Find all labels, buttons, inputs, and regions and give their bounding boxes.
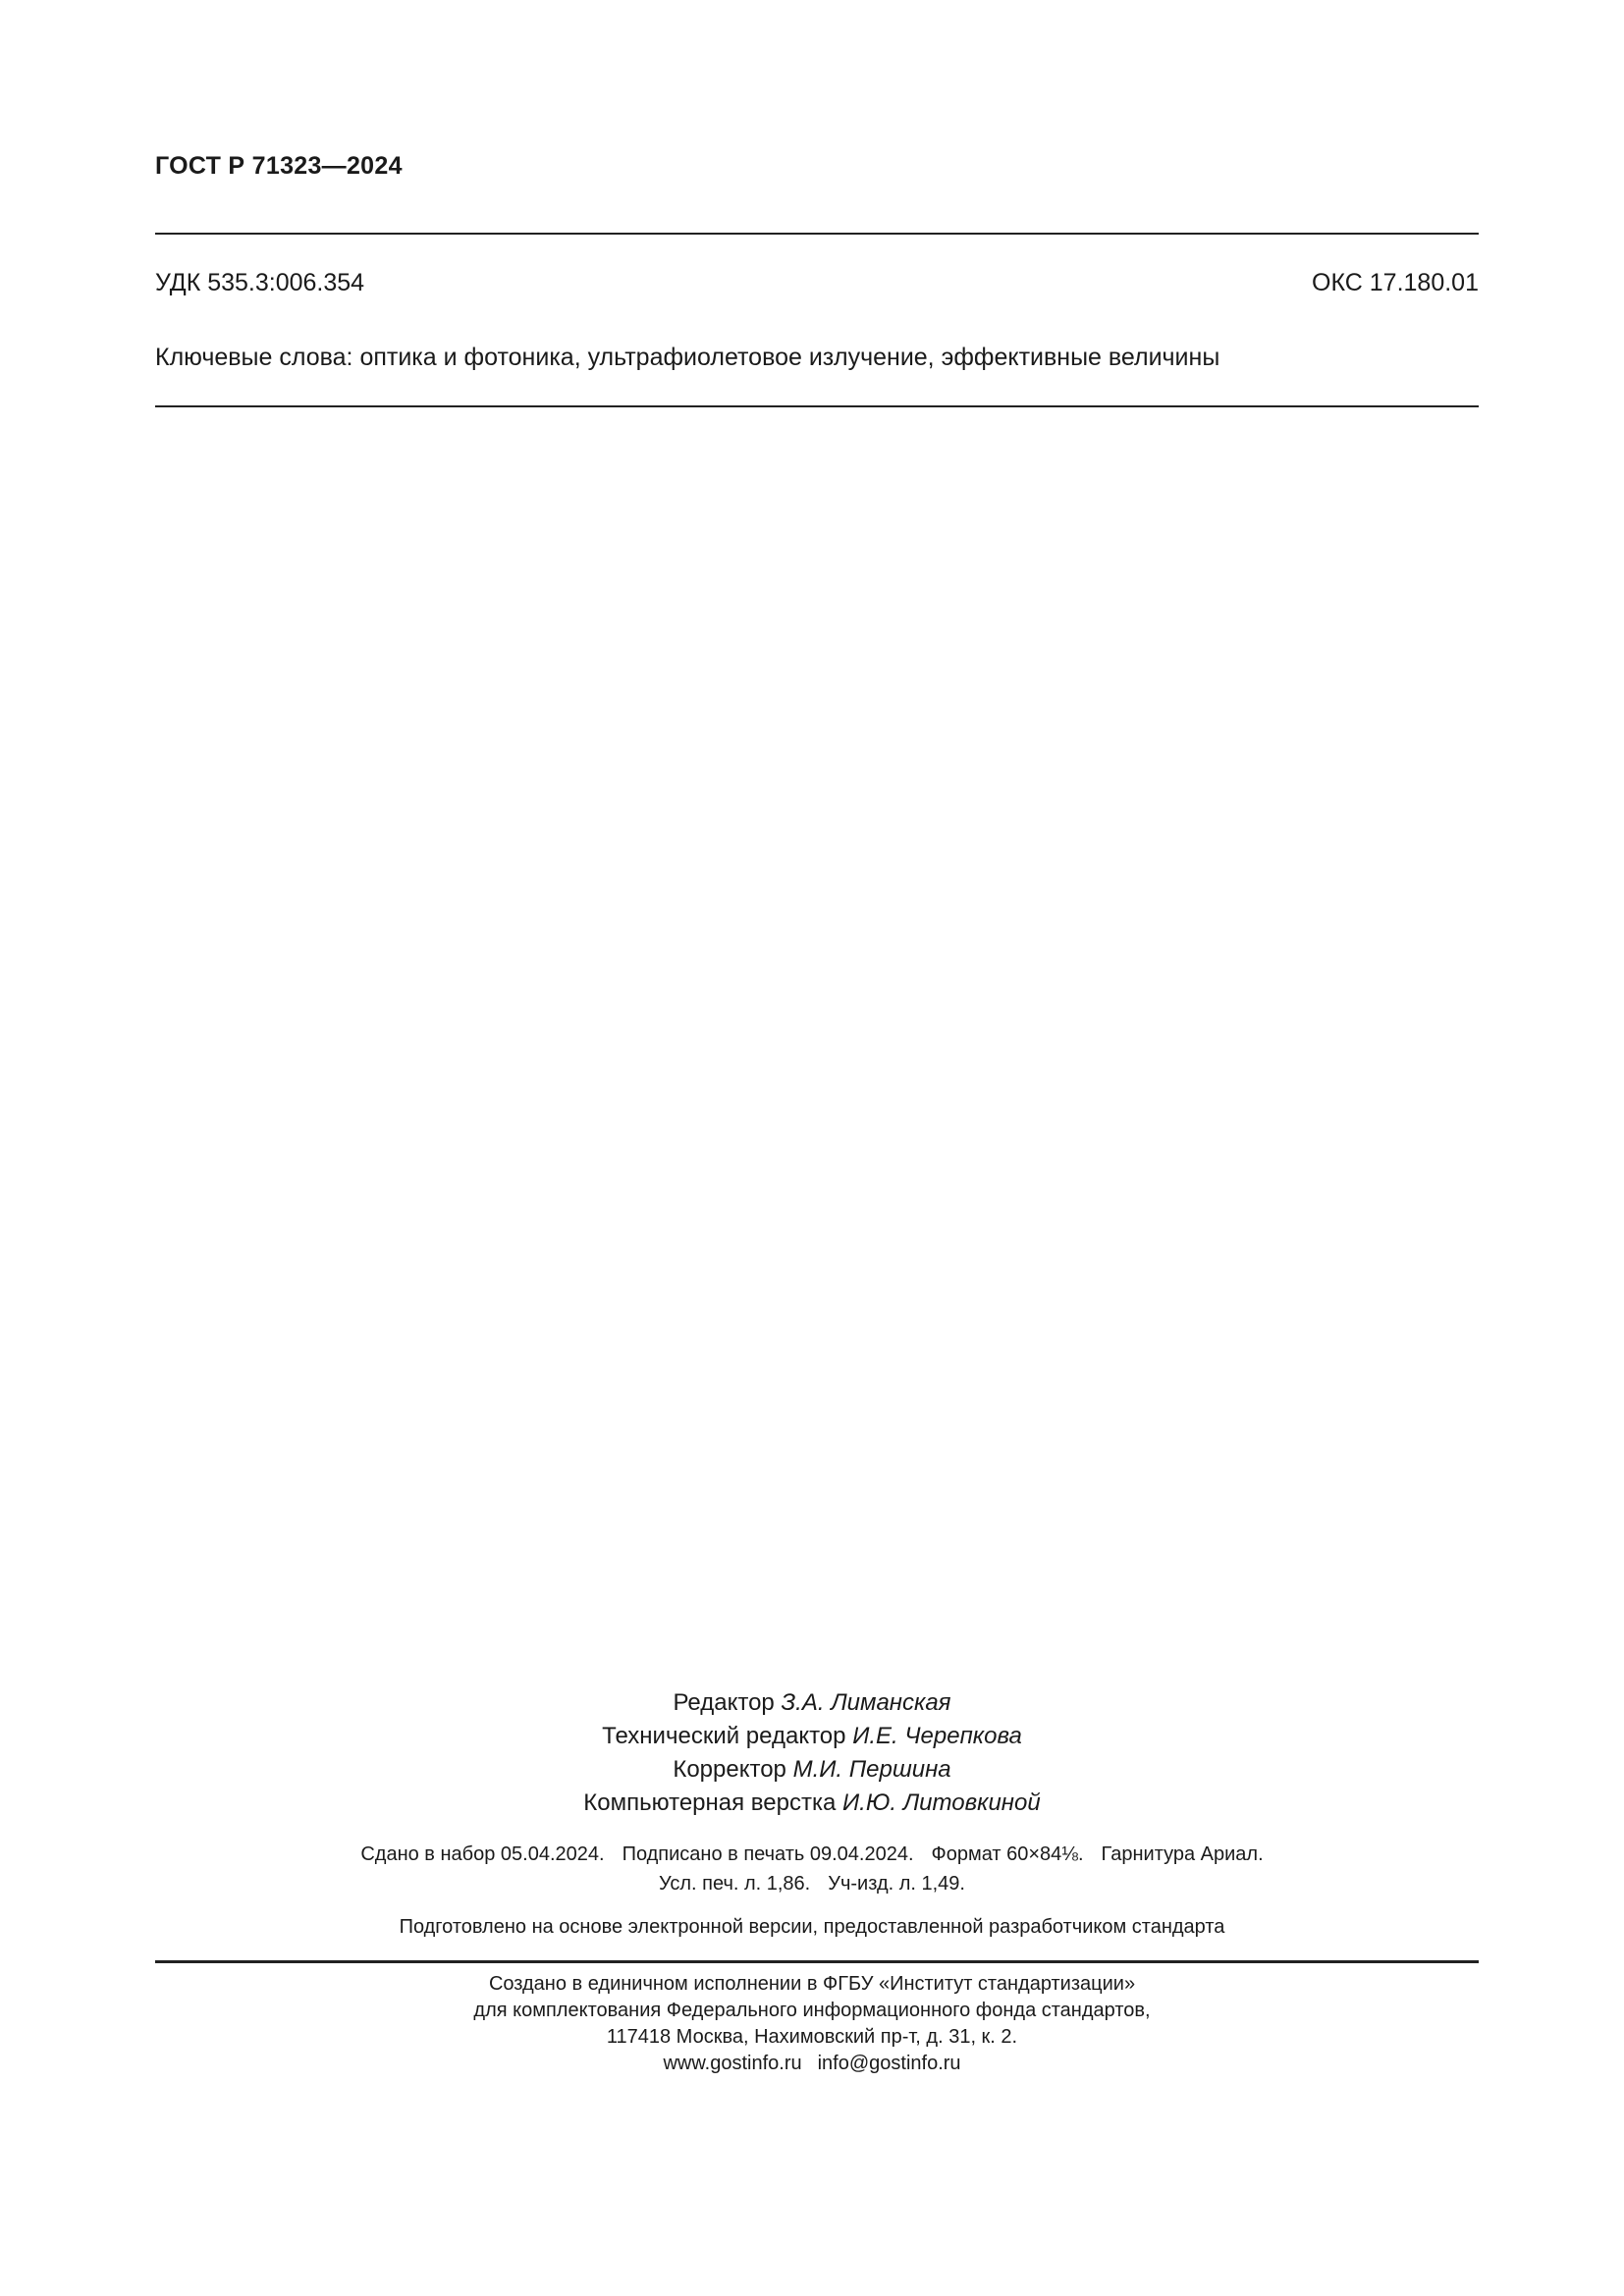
udk-code: УДК 535.3:006.354	[155, 269, 365, 296]
credit-role: Компьютерная верстка	[583, 1789, 837, 1816]
credit-line-proofreader	[0, 1753, 1624, 1787]
credit-role: Корректор	[673, 1756, 786, 1783]
submitted-date: Сдано в набор 05.04.2024.	[360, 1843, 605, 1865]
credit-person: М.И. Першина	[792, 1756, 951, 1783]
email-link[interactable]: info@gostinfo.ru	[817, 2053, 961, 2074]
keywords-divider	[155, 405, 1479, 407]
signed-date: Подписано в печать 09.04.2024.	[622, 1843, 914, 1865]
website-link[interactable]: www.gostinfo.ru	[663, 2053, 802, 2074]
standard-number: ГОСТ Р 71323—2024	[155, 152, 403, 180]
keywords: Ключевые слова: оптика и фотоника, ультрафиолетовое излучение, эффективные величины	[155, 344, 1220, 371]
publisher-block	[0, 1971, 1624, 2077]
credit-person: И.Ю. Литовкиной	[842, 1789, 1041, 1816]
paper-format: Формат 60×84⅛.	[931, 1843, 1084, 1865]
credits-block	[0, 1686, 1624, 1820]
credit-line-layout	[0, 1787, 1624, 1820]
publishing-sheets: Уч-изд. л. 1,49.	[828, 1873, 965, 1895]
print-info-line-2	[0, 1869, 1624, 1898]
typeface: Гарнитура Ариал.	[1101, 1843, 1264, 1865]
print-info	[0, 1840, 1624, 1898]
credit-line-editor	[0, 1686, 1624, 1720]
credit-person: З.А. Лиманская	[781, 1689, 951, 1716]
credit-role: Технический редактор	[602, 1723, 846, 1749]
publisher-divider	[155, 1960, 1479, 1963]
print-info-line-1	[0, 1840, 1624, 1869]
credit-role: Редактор	[673, 1689, 775, 1716]
publisher-contacts	[0, 2051, 1624, 2077]
publisher-line-2: для комплектования Федерального информационного фонда стандартов,	[473, 2000, 1151, 2021]
prepared-note: Подготовлено на основе электронной версии, предоставленной разработчиком стандарта	[399, 1916, 1225, 1938]
publisher-line-1: Создано в единичном исполнении в ФГБУ «Институт стандартизации»	[488, 1973, 1136, 1995]
publisher-address: 117418 Москва, Нахимовский пр-т, д. 31, к. 2.	[606, 2026, 1018, 2048]
oks-code: ОКС 17.180.01	[1312, 269, 1479, 296]
credit-person: И.Е. Черепкова	[852, 1723, 1022, 1749]
classification-row	[155, 269, 1479, 297]
credit-line-tech-editor	[0, 1720, 1624, 1753]
top-divider	[155, 233, 1479, 235]
print-sheets: Усл. печ. л. 1,86.	[659, 1873, 811, 1895]
